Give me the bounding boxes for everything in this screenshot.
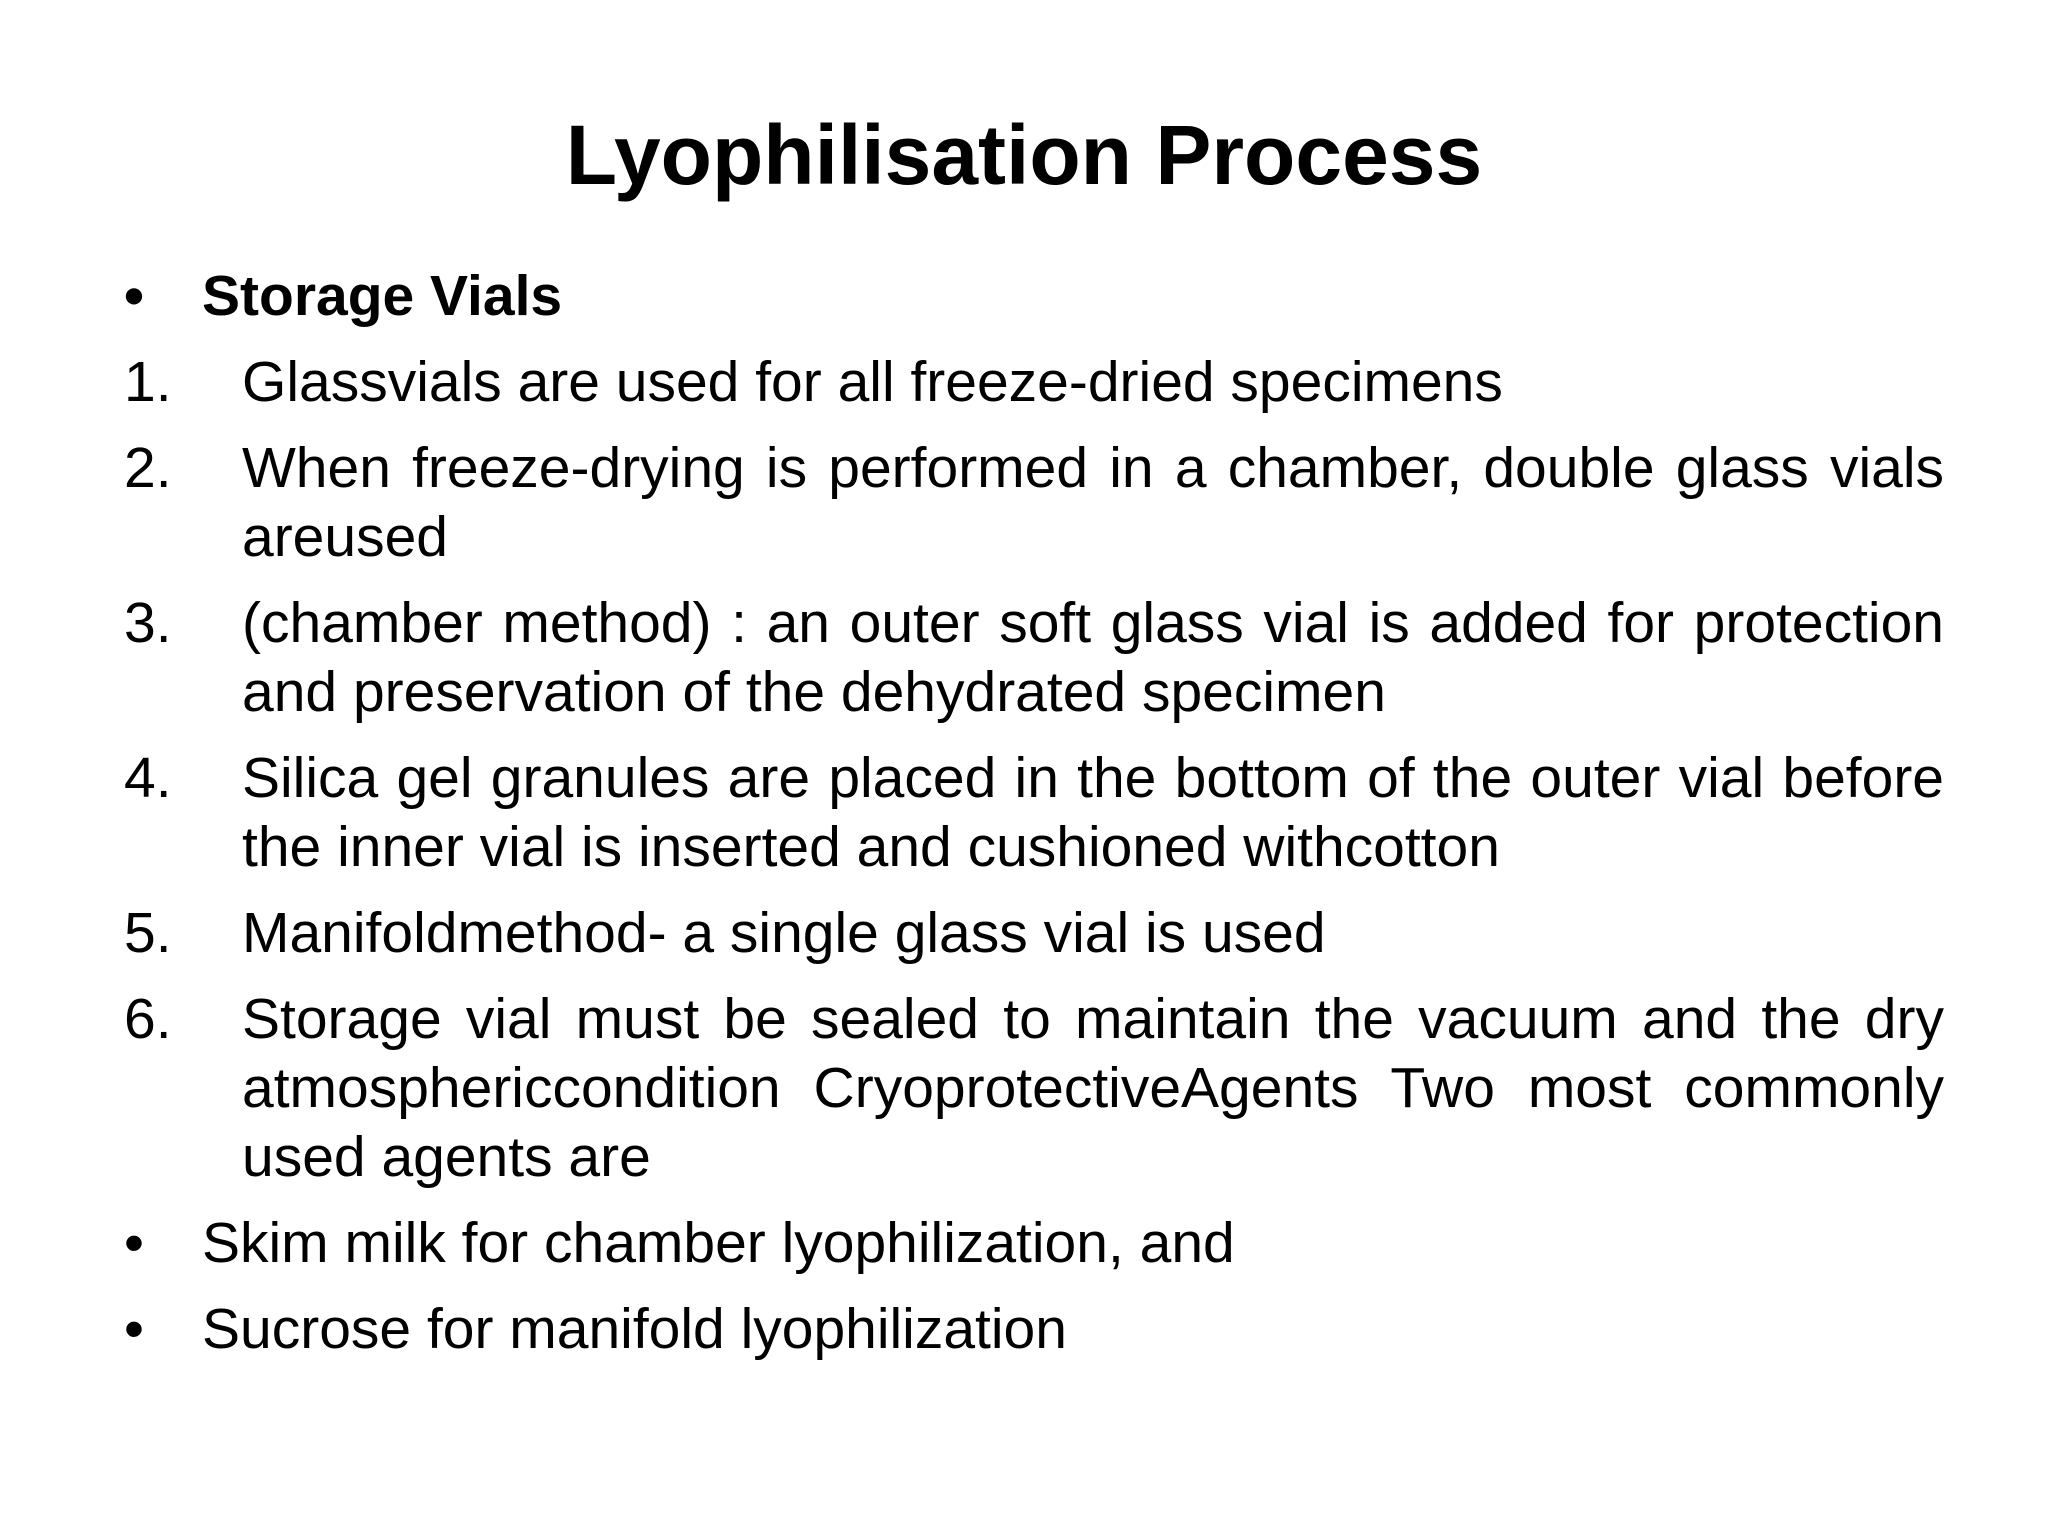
bullet-marker: • [124, 1211, 144, 1275]
number-marker: 6. [124, 987, 172, 1051]
list-item-text: Silica gel granules are placed in the bottom of the outer vial before the inner vial is inserted and cushioned withcotton [242, 746, 1944, 879]
list-item-3 [124, 589, 1944, 727]
list-item-text: When freeze-drying is performed in a chamber, double glass vials areused [242, 436, 1944, 569]
list-item-6 [124, 985, 1944, 1192]
list-item-1 [124, 348, 1944, 417]
list-item-text: Sucrose for manifold lyophilization [202, 1297, 1067, 1361]
list-item-text: (chamber method) : an outer soft glass vial is added for protection and preservation of the dehydrated specimen [242, 591, 1944, 724]
number-marker: 4. [124, 746, 172, 810]
number-marker: 5. [124, 901, 172, 965]
list-item-text: Storage vial must be sealed to maintain the vacuum and the dry atmosphericcondition CryoprotectiveAgents Two most commonly used agents are [242, 987, 1944, 1189]
number-marker: 1. [124, 350, 172, 414]
number-marker: 2. [124, 436, 172, 500]
bullet-marker: • [124, 1297, 144, 1361]
list-item-2 [124, 434, 1944, 572]
list-item-text: Glassvials are used for all freeze-dried specimens [242, 350, 1503, 414]
list-item-4 [124, 744, 1944, 882]
list-item-text: Storage Vials [202, 264, 563, 328]
list-item-5 [124, 899, 1944, 968]
slide-title: Lyophilisation Process [565, 108, 1483, 202]
number-marker: 3. [124, 591, 172, 655]
list-item-skim-milk [124, 1209, 1944, 1278]
list-item-text: Skim milk for chamber lyophilization, and [202, 1211, 1235, 1275]
slide-content-list [124, 262, 1944, 1381]
bullet-marker: • [124, 264, 144, 328]
list-item-text: Manifoldmethod- a single glass vial is used [242, 901, 1326, 965]
list-item-sucrose [124, 1295, 1944, 1364]
list-item-storage-vials [124, 262, 1944, 331]
